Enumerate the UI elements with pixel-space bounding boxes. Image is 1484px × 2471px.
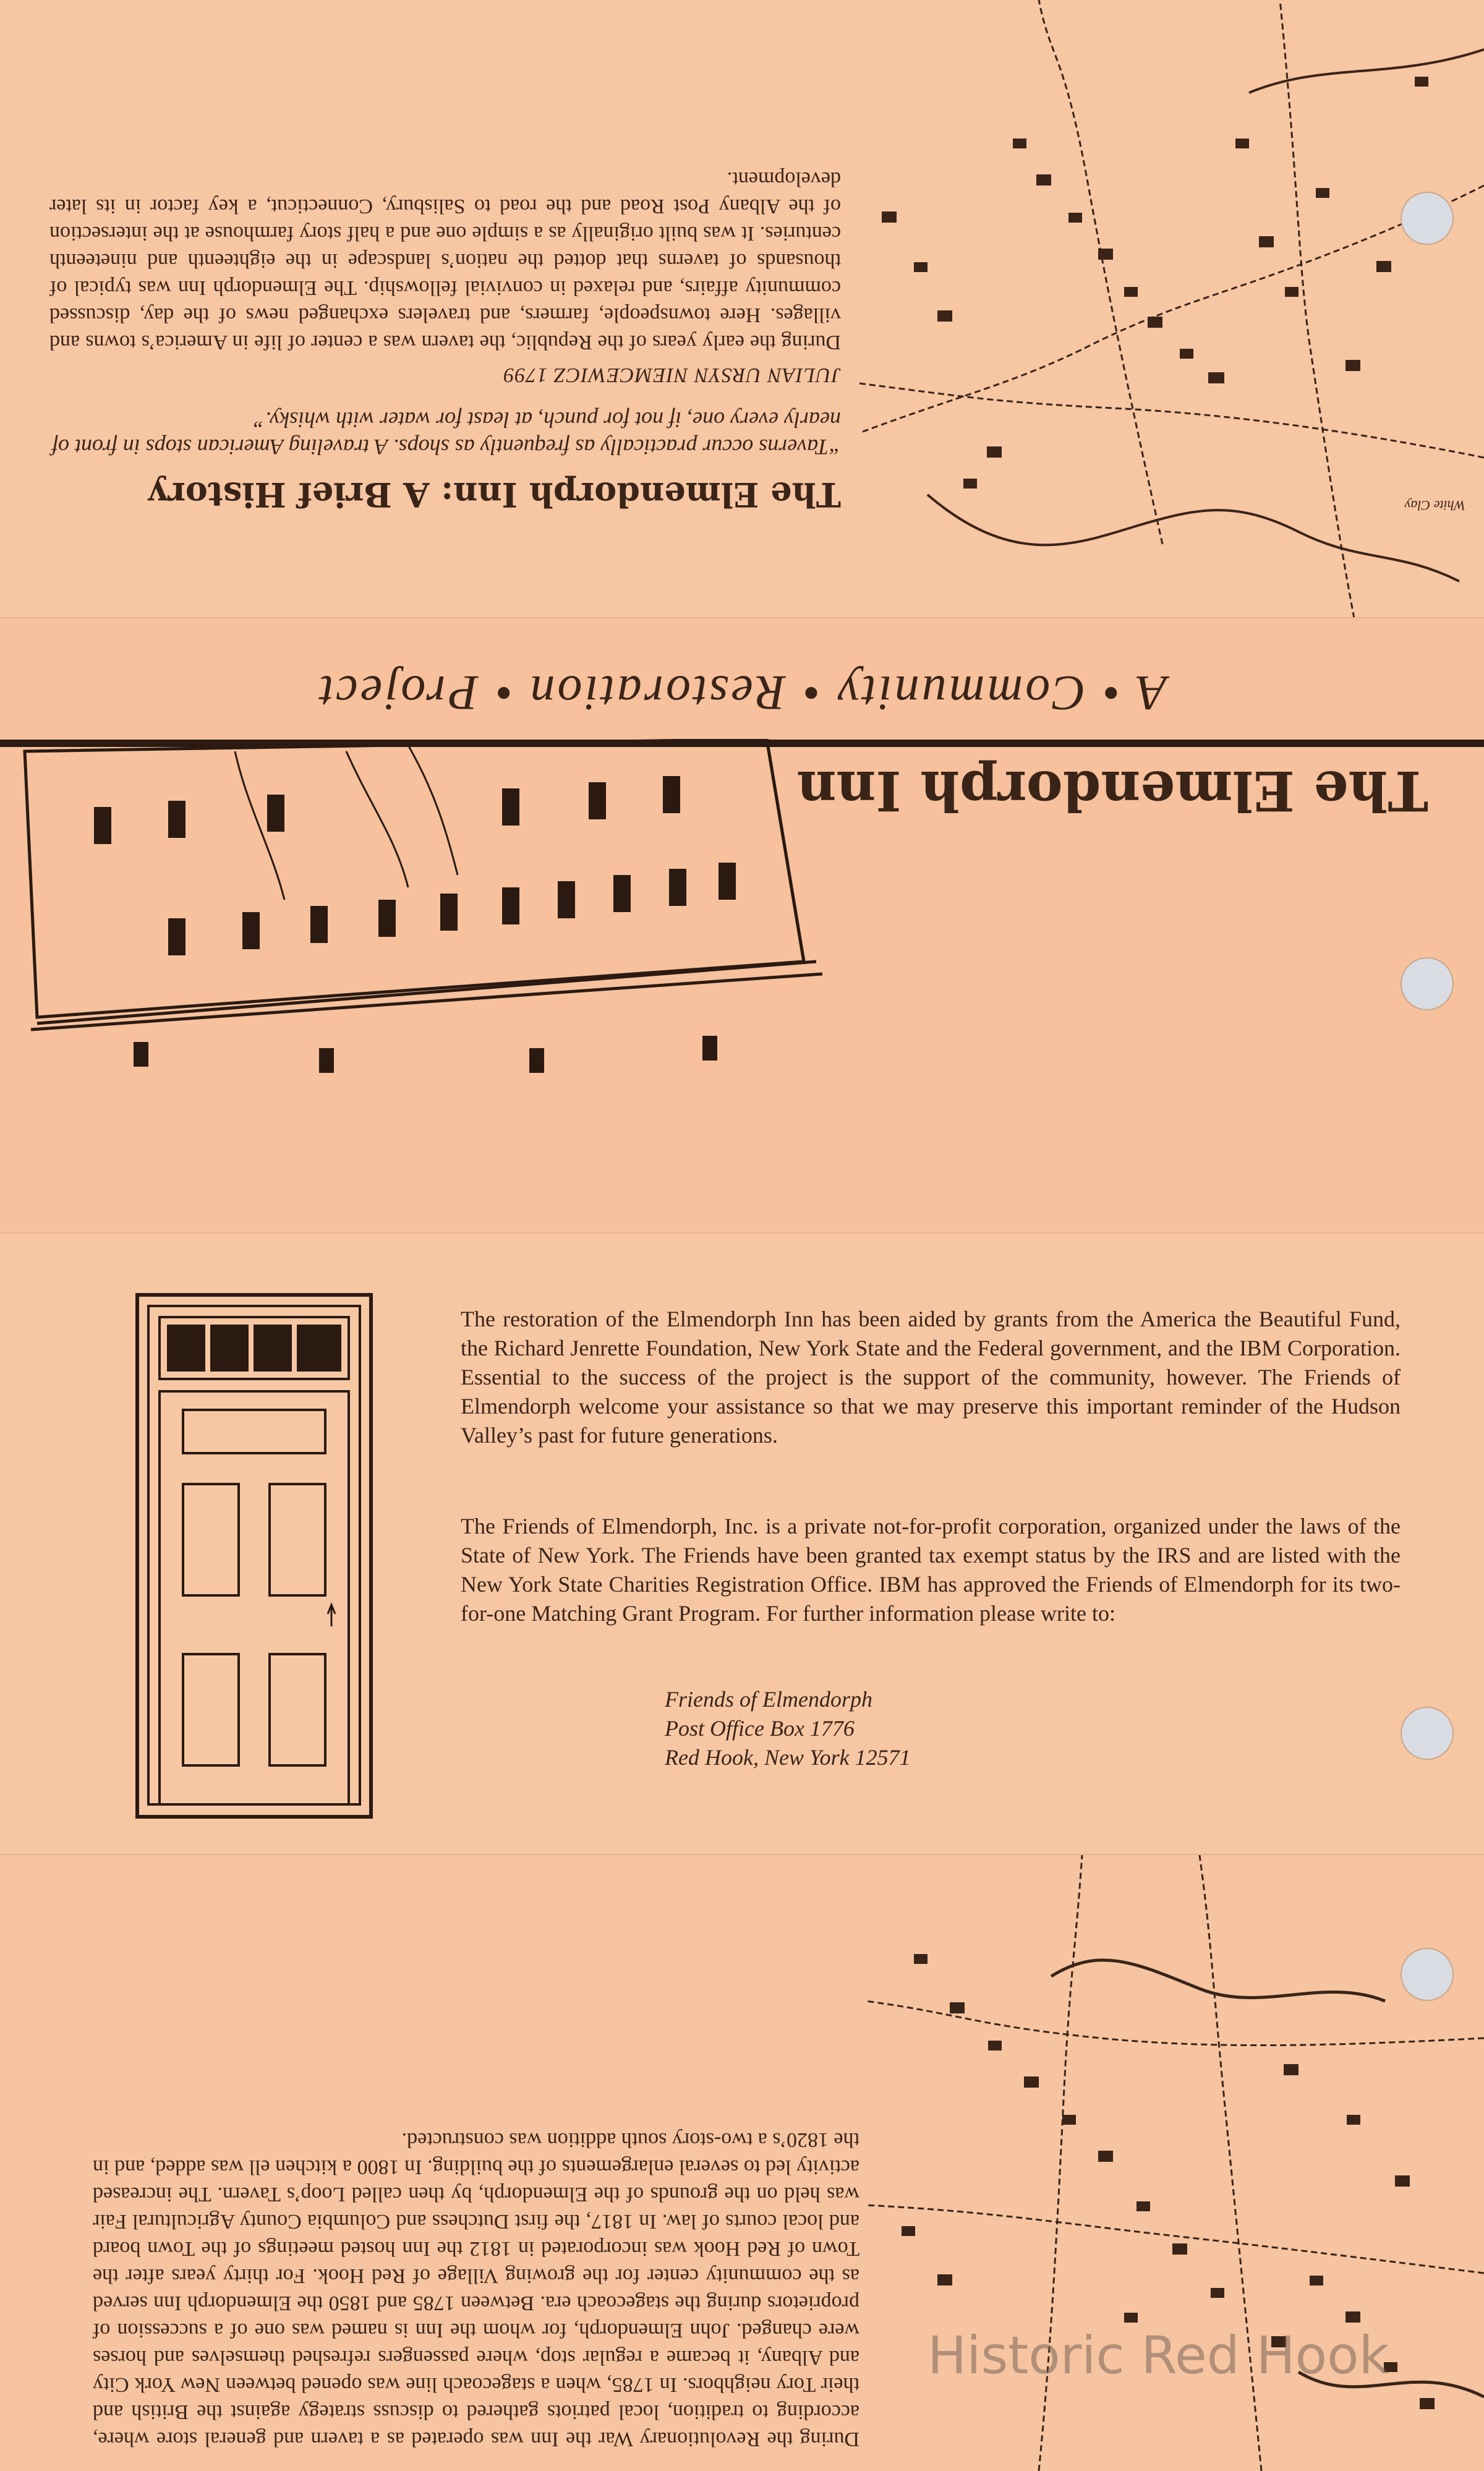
punch-hole xyxy=(1401,1948,1454,2001)
history-panel xyxy=(0,0,1484,618)
cover-panel xyxy=(0,618,1484,1234)
cover-title: The Elmendorph Inn xyxy=(796,759,1428,823)
address-line-city: Red Hook, New York 12571 xyxy=(665,1745,911,1770)
cover-subtitle: A • Community • Restoration • Project xyxy=(317,665,1167,720)
map-label-white-clay: White Clay xyxy=(1404,498,1465,513)
history-quote: “Taverns occur practically as frequently as shops. A traveling American stops in front of nearly every one, if not for punch, at least for water with whisky.” xyxy=(52,408,841,459)
inn-building-sketch xyxy=(12,739,841,1073)
door-illustration xyxy=(135,1292,373,1819)
punch-hole xyxy=(1401,1707,1454,1760)
watermark-historic-red-hook: Historic Red Hook xyxy=(927,2325,1389,2386)
historic-map-top xyxy=(859,0,1484,618)
history-title: The Elmendorph Inn: A Brief History xyxy=(148,475,841,514)
mailing-address xyxy=(665,1685,911,1772)
info-paragraph-grants: The restoration of the Elmendorph Inn has been aided by grants from the America the Beautiful Fund, the Richard Jenrette Foundation, New York State and the Federal government, and the IBM Corporation. Essential to the success of the project is the support of the community, however. The Friends of Elmendorph welcome your assistance so that we may preserve this important reminder of the Hudson Valley’s past for future generations. xyxy=(461,1307,1401,1448)
info-paragraph-friends: The Friends of Elmendorph, Inc. is a private not-for-profit corporation, organized under the laws of the State of New York. The Friends have been granted tax exempt status by the IRS and are listed with the New York State Charities Registration Office. IBM has approved the Friends of Elmendorph for its two-for-one Matching Grant Program. For further information please write to: xyxy=(461,1514,1401,1626)
punch-hole xyxy=(1401,192,1454,245)
punch-hole xyxy=(1401,957,1454,1010)
address-line-name: Friends of Elmendorph xyxy=(665,1687,872,1712)
address-line-box: Post Office Box 1776 xyxy=(665,1716,855,1741)
history-quote-author: JULIAN URSYN NIEMCEWICZ 1799 xyxy=(503,364,841,386)
history-continued-body: During the Revolutionary War the Inn was operated as a tavern and general store where, according to tradition, local patriots gathered to discuss strategy against the British and their Tory neighbors. In 1785, when a stagecoach line was opened between New York City and Albany, it became a regular stop, where passengers refreshed themselves and horses were changed. John Elmendorph, for whom the Inn is named was one of a succession of proprietors during the stagecoach era. Between 1785 and 1850 the Elmendorph Inn served as the community center for the growing Village of Red Hook. For thirty years after the Town of Red Hook was incorporated in 1812 the Inn hosted meetings of the Town board and local courts of law. In 1817, the first Dutchess and Columbia County Agricultural Fair was held on the grounds of the Elmendorph, by then called Loop’s Tavern. The increased activity led to several enlargements of the building. In 1800 a kitchen ell was added, and in the 1820’s a two-story south addition was constructed. xyxy=(93,2128,859,2451)
history-body: During the early years of the Republic, the tavern was a center of life in America’s towns and villages. Here townspeople, farmers, and travelers exchanged news of the day, discussed community affairs, and relaxed in convivial fellowship. The Elmendorph Inn was typical of thousands of taverns that dotted the nation’s landscape in the eighteenth and nineteenth centuries. It was built originally as a simple one and a half story farmhouse at the intersection of the Albany Post Road and the road to Salisbury, Connecticut, a key factor in its later development. xyxy=(49,168,841,354)
info-panel xyxy=(0,1234,1484,1855)
